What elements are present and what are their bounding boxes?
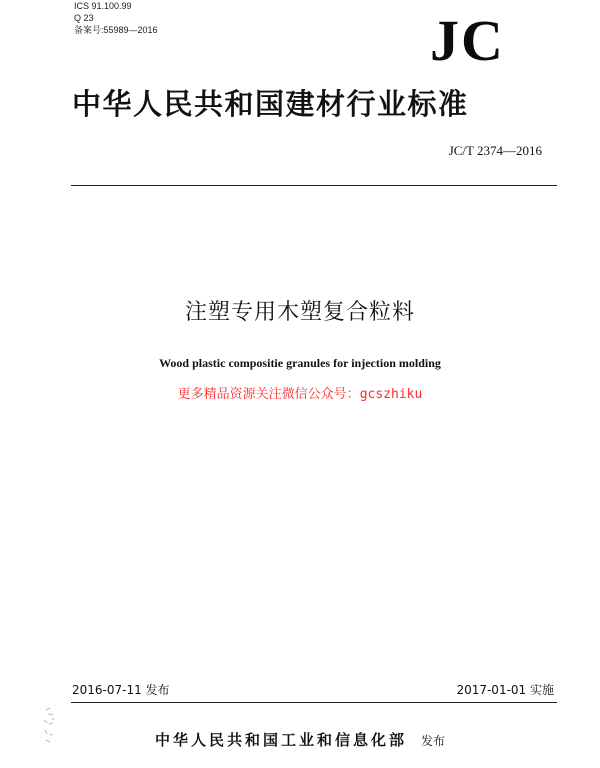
watermark-notice [0,386,600,404]
standard-name: 中华人民共和国建材行业标准 [72,87,469,121]
watermark-account: gcszhiku [359,387,423,402]
classification-block [74,0,158,36]
issue-date: 2016-07-11 发布 [72,683,170,697]
filing-number: 备案号:55989—2016 [74,25,158,35]
publisher-line [0,729,600,752]
title-english: Wood plastic compositie granules for injection molding [159,356,441,370]
jc-logo: JC [430,8,505,73]
ics-code: ICS 91.100.99 [74,1,132,11]
bottom-divider [71,702,557,703]
standard-code: JC/T 2374—2016 [448,143,542,158]
top-divider [71,185,557,186]
watermark-text: 更多精品资源关注微信公众号： [177,387,360,402]
publisher-org: 中华人民共和国工业和信息化部 [154,731,407,749]
ccs-code: Q 23 [74,13,94,23]
publisher-verb: 发布 [421,734,446,748]
title-chinese: 注塑专用木塑复合粒料 [184,300,415,325]
implementation-date: 2017-01-01 实施 [456,683,554,697]
